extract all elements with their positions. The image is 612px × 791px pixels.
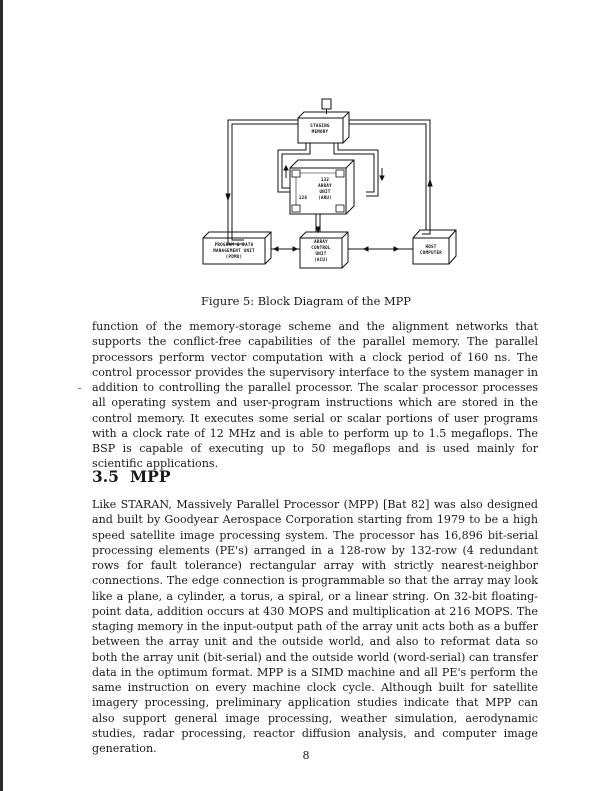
- section-number: 3.5: [92, 467, 119, 486]
- label-host-2: COMPUTER: [419, 250, 443, 255]
- label-aru-abbr: (ARU): [318, 195, 332, 200]
- mpp-block-diagram: [198, 96, 464, 282]
- outer-loop-right-inner: [349, 124, 426, 230]
- block-diagram-svg: [198, 96, 464, 282]
- label-aru-unit: UNIT: [319, 189, 331, 194]
- outer-loop-right: [349, 120, 430, 234]
- label-memory: MEMORY: [311, 129, 329, 134]
- inner-loop-right: [338, 143, 378, 196]
- label-acu-2: CONTROL: [311, 245, 331, 250]
- label-aru-128: 128: [298, 195, 308, 200]
- label-pdmu-3: (PDMU): [225, 254, 243, 259]
- acu-block: [300, 232, 348, 268]
- label-acu-3: UNIT: [315, 251, 327, 256]
- right-loop-arrow: [428, 180, 432, 186]
- scan-edge-rule: [0, 0, 3, 791]
- scan-mark: [78, 388, 81, 389]
- paragraph-bsp-continued: function of the memory-storage scheme and the alignment networks that supports the conflict-free capabilities of the parallel memory. The parallel processors perform vector computation with a clock period of 160 ns. The control processor provides the supervisory interface to the system manager in addition to controlling the parallel processor. The scalar processor processes all operating system and user-program instructions which are stored in the control memory. It executes some serial or scalar portions of user programs with a clock rate of 12 MHz and is able to perform up to 1.5 megaflops. The BSP is capable of executing up to 50 megaflops and is used mainly for scientific applications.: [92, 320, 538, 471]
- io-connector: [322, 99, 331, 109]
- outer-loop-left-inner: [232, 124, 298, 240]
- label-acu-1: ARRAY: [314, 239, 328, 244]
- outer-loop-left: [228, 120, 298, 244]
- left-loop-arrow: [226, 194, 230, 200]
- label-aru-132: 132: [320, 177, 330, 182]
- paragraph-mpp: Like STARAN, Massively Parallel Processor (MPP) [Bat 82] was also designed and built by Goodyear Aerospace Corporation starting from 1979 to be a high speed satellite image processing system. The processor has 16,896 bit-serial processing elements (PE's) arranged in a 128-row by 132-row (4 redundant rows for fault tolerance) rectangular array with strictly nearest-neighbor connections. The edge connection is programmable so that the array may look like a plane, a cylinder, a torus, a spiral, or a linear string. On 32-bit floating-point data, addition occurs at 430 MOPS and multiplication at 216 MOPS. The staging memory in the input-output path of the array unit acts both as a buffer between the array unit and the outside world, and also to reformat data so both the array unit (bit-serial) and the outside world (word-serial) can transfer data in the optimum format. MPP is a SIMD machine and all PE's perform the same instruction on every machine clock cycle. Although built for satellite imagery processing, preliminary application studies indicate that MPP can also support general image processing, weather simulation, aerodynamic studies, radar processing, reactor diffusion analysis, and computer image generation.: [92, 498, 538, 755]
- label-pdmu-2: MANAGEMENT UNIT: [213, 248, 255, 253]
- section-heading: [92, 467, 170, 486]
- page-number: 8: [302, 749, 310, 762]
- label-aru-array: ARRAY: [318, 183, 332, 188]
- label-pdmu-1: PROGRAM & DATA: [214, 242, 254, 247]
- label-host-1: HOST: [425, 244, 437, 249]
- section-title: MPP: [130, 467, 171, 486]
- label-staging: STAGING: [310, 123, 330, 128]
- figure-caption: Figure 5: Block Diagram of the MPP: [201, 294, 411, 308]
- label-acu-4: (ACU): [314, 257, 328, 262]
